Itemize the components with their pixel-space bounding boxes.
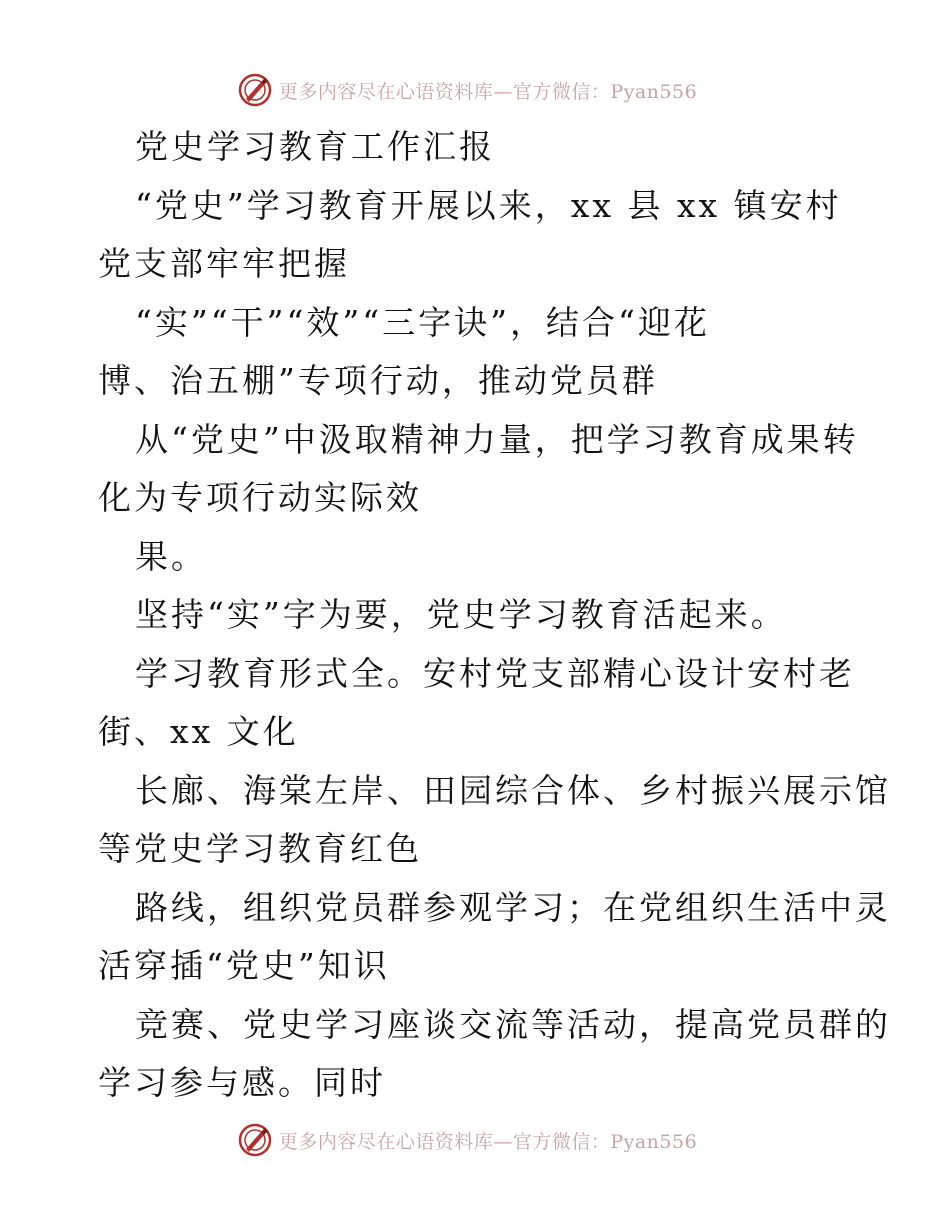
text-line: 学习参与感。同时 xyxy=(98,1063,386,1102)
text-line: 党史学习教育工作汇报 xyxy=(135,127,495,166)
text-line: 果。 xyxy=(135,536,207,576)
text-line: 等党史学习教育红色 xyxy=(98,829,422,868)
footer-watermark xyxy=(0,1120,950,1160)
text-line: 长廊、海棠左岸、田园综合体、乡村振兴展示馆 xyxy=(135,770,891,810)
text-line: 从“党史”中汲取精神力量，把学习教育成果转 xyxy=(135,419,859,459)
text-line: 博、治五棚”专项行动，推动党员群 xyxy=(98,361,658,400)
text-line: 坚持“实”字为要，党史学习教育活起来。 xyxy=(135,595,787,634)
text-line: 竞赛、党史学习座谈交流等活动，提高党员群的 xyxy=(135,1004,891,1044)
watermark-text: 更多内容尽在心语资料库—官方微信：Pyan556 xyxy=(278,80,698,103)
header-watermark xyxy=(0,70,950,110)
text-line: 街、xx 文化 xyxy=(98,712,299,751)
text-line: “党史”学习教育开展以来，xx 县 xx 镇安村 xyxy=(135,185,842,225)
pen-logo-icon xyxy=(237,1122,273,1158)
text-line: 学习教育形式全。安村党支部精心设计安村老 xyxy=(135,653,855,693)
text-line: 党支部牢牢把握 xyxy=(98,244,350,283)
text-line: 路线，组织党员群参观学习；在党组织生活中灵 xyxy=(135,887,891,927)
text-line: 活穿插“党史”知识 xyxy=(98,946,390,985)
text-line: 化为专项行动实际效 xyxy=(98,478,422,517)
watermark-text: 更多内容尽在心语资料库—官方微信：Pyan556 xyxy=(278,1130,698,1153)
text-line: “实”“干”“效”“三字诀”，结合“迎花 xyxy=(135,302,710,342)
pen-logo-icon xyxy=(237,72,273,108)
document-body xyxy=(98,118,891,1113)
